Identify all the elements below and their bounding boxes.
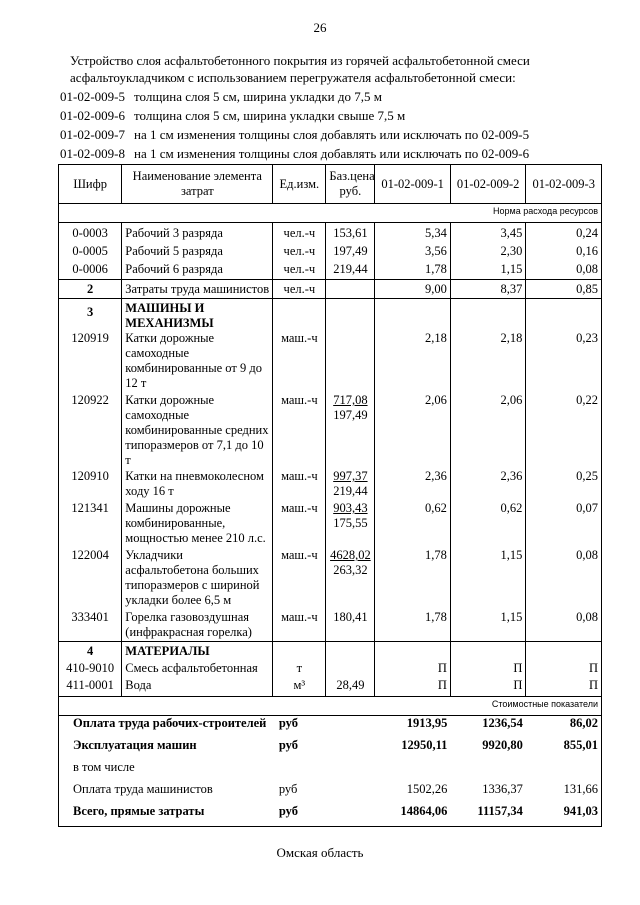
variant-item xyxy=(60,87,620,106)
row-value-2: 1,15 xyxy=(450,259,526,280)
row-price xyxy=(326,393,375,469)
table-row xyxy=(59,331,602,393)
header-col3: 01-02-009-3 xyxy=(526,165,602,204)
row-value-3: П xyxy=(526,659,602,676)
variant-code: 01-02-009-6 xyxy=(60,108,125,123)
summary-unit: руб xyxy=(273,804,326,827)
row-price xyxy=(326,280,375,299)
table-row xyxy=(59,676,602,697)
variant-text: толщина слоя 5 см, ширина укладки до 7,5 м xyxy=(134,89,382,104)
summary-value-2: 9920,80 xyxy=(482,738,523,752)
summary-value-2 xyxy=(450,760,526,782)
summary-value-3 xyxy=(526,760,602,782)
row-code: 120919 xyxy=(59,331,122,393)
row-price xyxy=(326,331,375,393)
summary-unit: руб xyxy=(278,782,298,796)
summary-row xyxy=(59,782,602,804)
row-value-2: 2,18 xyxy=(450,331,526,393)
row-code: 333401 xyxy=(59,610,122,642)
price-old: 903,43 xyxy=(333,501,368,515)
row-value-1: 0,62 xyxy=(375,501,451,548)
row-value-2: 2,30 xyxy=(450,241,526,259)
variant-text: толщина слоя 5 см, ширина укладки свыше 7,5 м xyxy=(134,108,406,123)
summary-value-2: 1236,54 xyxy=(482,716,523,730)
row-unit: маш.-ч xyxy=(273,501,326,548)
row-value-3: 0,16 xyxy=(526,241,602,259)
row-name: Укладчики асфальтобетона больших типоразмеров с шириной укладки более 6,5 м xyxy=(122,548,273,610)
section-row xyxy=(59,299,602,332)
row-name: Вода xyxy=(122,676,273,697)
resource-table xyxy=(58,164,602,827)
variant-item xyxy=(60,125,620,144)
header-col1: 01-02-009-1 xyxy=(375,165,451,204)
row-value-3: 0,08 xyxy=(526,259,602,280)
table-row xyxy=(59,241,602,259)
row-code: 410-9010 xyxy=(59,659,122,676)
row-name: Катки на пневмоколесном ходу 16 т xyxy=(122,469,273,501)
row-value-2: 1,15 xyxy=(450,548,526,610)
summary-value-3: 86,02 xyxy=(526,716,602,739)
table-row xyxy=(59,610,602,642)
row-value-1: 2,18 xyxy=(375,331,451,393)
row-value-3: 0,25 xyxy=(526,469,602,501)
summary-row xyxy=(59,738,602,760)
row-price xyxy=(326,501,375,548)
row-price xyxy=(326,659,375,676)
row-value-1: 1,78 xyxy=(375,610,451,642)
row-value-2: 2,36 xyxy=(450,469,526,501)
norm-label-row xyxy=(59,204,602,223)
summary-label: Оплата труда машинистов xyxy=(59,782,273,804)
header-col2: 01-02-009-2 xyxy=(450,165,526,204)
row-name: Рабочий 6 разряда xyxy=(122,259,273,280)
row-value-2: 0,62 xyxy=(450,501,526,548)
row-value-1: 1,78 xyxy=(375,259,451,280)
section-code: 3 xyxy=(59,299,122,332)
row-unit: чел.-ч xyxy=(273,259,326,280)
cost-label: Стоимостные показатели xyxy=(59,697,602,716)
section-code: 4 xyxy=(59,642,122,660)
page-number: 26 xyxy=(313,20,327,35)
row-code: 120922 xyxy=(59,393,122,469)
row-code: 0-0006 xyxy=(59,259,122,280)
row-unit: маш.-ч xyxy=(273,548,326,610)
summary-value-2: 1336,37 xyxy=(482,782,523,796)
cost-label-row xyxy=(59,697,602,716)
row-name: Машины дорожные комбинированные, мощностью менее 210 л.с. xyxy=(122,501,273,548)
row-value-2: 2,06 xyxy=(450,393,526,469)
summary-value-1: 1913,95 xyxy=(406,716,448,730)
row-value-1: П xyxy=(375,676,451,697)
row-unit: маш.-ч xyxy=(273,469,326,501)
summary-value-3: 855,01 xyxy=(526,738,602,760)
summary-label: Всего, прямые затраты xyxy=(59,804,273,827)
row-name: Рабочий 5 разряда xyxy=(122,241,273,259)
row-name: Катки дорожные самоходные комбинированные от 9 до 12 т xyxy=(122,331,273,393)
row-value-1: 9,00 xyxy=(375,280,451,299)
summary-row xyxy=(59,804,602,827)
row-code: 0-0005 xyxy=(59,241,122,259)
row-value-1: П xyxy=(375,659,451,676)
summary-value-3: 941,03 xyxy=(526,804,602,827)
table-row xyxy=(59,469,602,501)
section-name: МАШИНЫ И МЕХАНИЗМЫ xyxy=(122,299,273,332)
row-value-3: 0,07 xyxy=(526,501,602,548)
summary-row xyxy=(59,760,602,782)
section-row xyxy=(59,642,602,660)
row-code: 0-0003 xyxy=(59,223,122,242)
row-value-3: 0,85 xyxy=(526,280,602,299)
row-unit: маш.-ч xyxy=(273,331,326,393)
row-price xyxy=(326,548,375,610)
price-old: 717,08 xyxy=(333,393,368,407)
price-old: 997,37 xyxy=(333,469,368,483)
variant-list xyxy=(60,87,620,163)
variant-code: 01-02-009-7 xyxy=(60,127,125,142)
row-value-2: П xyxy=(450,659,526,676)
row-value-1: 2,36 xyxy=(375,469,451,501)
row-code: 121341 xyxy=(59,501,122,548)
summary-row xyxy=(59,716,602,739)
row-value-3: 0,08 xyxy=(526,610,602,642)
summary-label: в том числе xyxy=(59,760,273,782)
variant-code: 01-02-009-8 xyxy=(60,146,125,161)
table-row xyxy=(59,501,602,548)
summary-value-1: 1502,26 xyxy=(406,782,448,796)
price-old: 4628,02 xyxy=(330,548,371,562)
variant-item xyxy=(60,106,620,125)
row-price: 197,49 xyxy=(326,241,375,259)
summary-value-1 xyxy=(375,760,451,782)
summary-unit xyxy=(273,760,326,782)
row-value-2: 8,37 xyxy=(450,280,526,299)
row-unit: м³ xyxy=(273,676,326,697)
table-row xyxy=(59,223,602,242)
row-value-3: 0,08 xyxy=(526,548,602,610)
row-value-1: 3,56 xyxy=(375,241,451,259)
summary-value-2: 11157,34 xyxy=(450,804,526,827)
header-unit: Ед.изм. xyxy=(273,165,326,204)
variant-item xyxy=(60,144,620,163)
variant-text: на 1 см изменения толщины слоя добавлять или исключать по 02-009-6 xyxy=(134,146,530,161)
summary-value-1: 12950,11 xyxy=(401,738,448,752)
row-value-3: 0,22 xyxy=(526,393,602,469)
norm-label: Норма расхода ресурсов xyxy=(59,204,602,223)
summary-value-1: 14864,06 xyxy=(375,804,451,827)
row-name: Катки дорожные самоходные комбинированные средних типоразмеров от 7,1 до 10 т xyxy=(122,393,273,469)
table-row xyxy=(59,280,602,299)
row-name: Рабочий 3 разряда xyxy=(122,223,273,242)
row-value-1: 5,34 xyxy=(375,223,451,242)
summary-unit: руб xyxy=(278,738,298,752)
row-code: 2 xyxy=(59,280,122,299)
row-unit: маш.-ч xyxy=(273,393,326,469)
variant-code: 01-02-009-5 xyxy=(60,89,125,104)
row-value-1: 1,78 xyxy=(375,548,451,610)
table-row xyxy=(59,393,602,469)
row-value-1: 2,06 xyxy=(375,393,451,469)
row-value-3: П xyxy=(526,676,602,697)
row-price: 219,44 xyxy=(326,259,375,280)
summary-value-3: 131,66 xyxy=(526,782,602,804)
summary-label: Эксплуатация машин xyxy=(59,738,273,760)
row-unit: чел.-ч xyxy=(273,280,326,299)
header-price: Баз.цена руб. xyxy=(326,165,375,204)
row-value-2: 3,45 xyxy=(450,223,526,242)
header-name: Наименование элемента затрат xyxy=(122,165,273,204)
price-current: 197,49 xyxy=(333,408,368,422)
row-code: 122004 xyxy=(59,548,122,610)
row-price: 28,49 xyxy=(326,676,375,697)
table-row xyxy=(59,259,602,280)
row-unit: т xyxy=(273,659,326,676)
row-code: 411-0001 xyxy=(59,676,122,697)
row-price: 153,61 xyxy=(326,223,375,242)
variant-text: на 1 см изменения толщины слоя добавлять или исключать по 02-009-5 xyxy=(134,127,530,142)
row-price: 180,41 xyxy=(326,610,375,642)
header-code: Шифр xyxy=(59,165,122,204)
table-row xyxy=(59,548,602,610)
region-footer: Омская область xyxy=(276,845,364,860)
row-code: 120910 xyxy=(59,469,122,501)
row-name: Затраты труда машинистов xyxy=(122,280,273,299)
row-unit: чел.-ч xyxy=(273,241,326,259)
price-current: 219,44 xyxy=(333,484,368,498)
row-value-2: П xyxy=(450,676,526,697)
row-value-3: 0,23 xyxy=(526,331,602,393)
row-name: Смесь асфальтобетонная xyxy=(122,659,273,676)
row-value-3: 0,24 xyxy=(526,223,602,242)
row-value-2: 1,15 xyxy=(450,610,526,642)
section-heading: Устройство слоя асфальтобетонного покрытия из горячей асфальтобетонной смеси асфальтоукладчиком с использованием перегружателя асфальтобетонной смеси: xyxy=(70,53,530,85)
summary-unit: руб xyxy=(278,716,298,730)
row-name: Горелка газовоздушная (инфракрасная горелка) xyxy=(122,610,273,642)
row-price xyxy=(326,469,375,501)
row-unit: чел.-ч xyxy=(273,223,326,242)
price-current: 175,55 xyxy=(333,516,368,530)
summary-label: Оплата труда рабочих-строителей xyxy=(59,716,273,739)
price-current: 263,32 xyxy=(333,563,368,577)
section-name: МАТЕРИАЛЫ xyxy=(122,642,273,660)
table-header-row xyxy=(59,165,602,204)
row-unit: маш.-ч xyxy=(273,610,326,642)
table-row xyxy=(59,659,602,676)
